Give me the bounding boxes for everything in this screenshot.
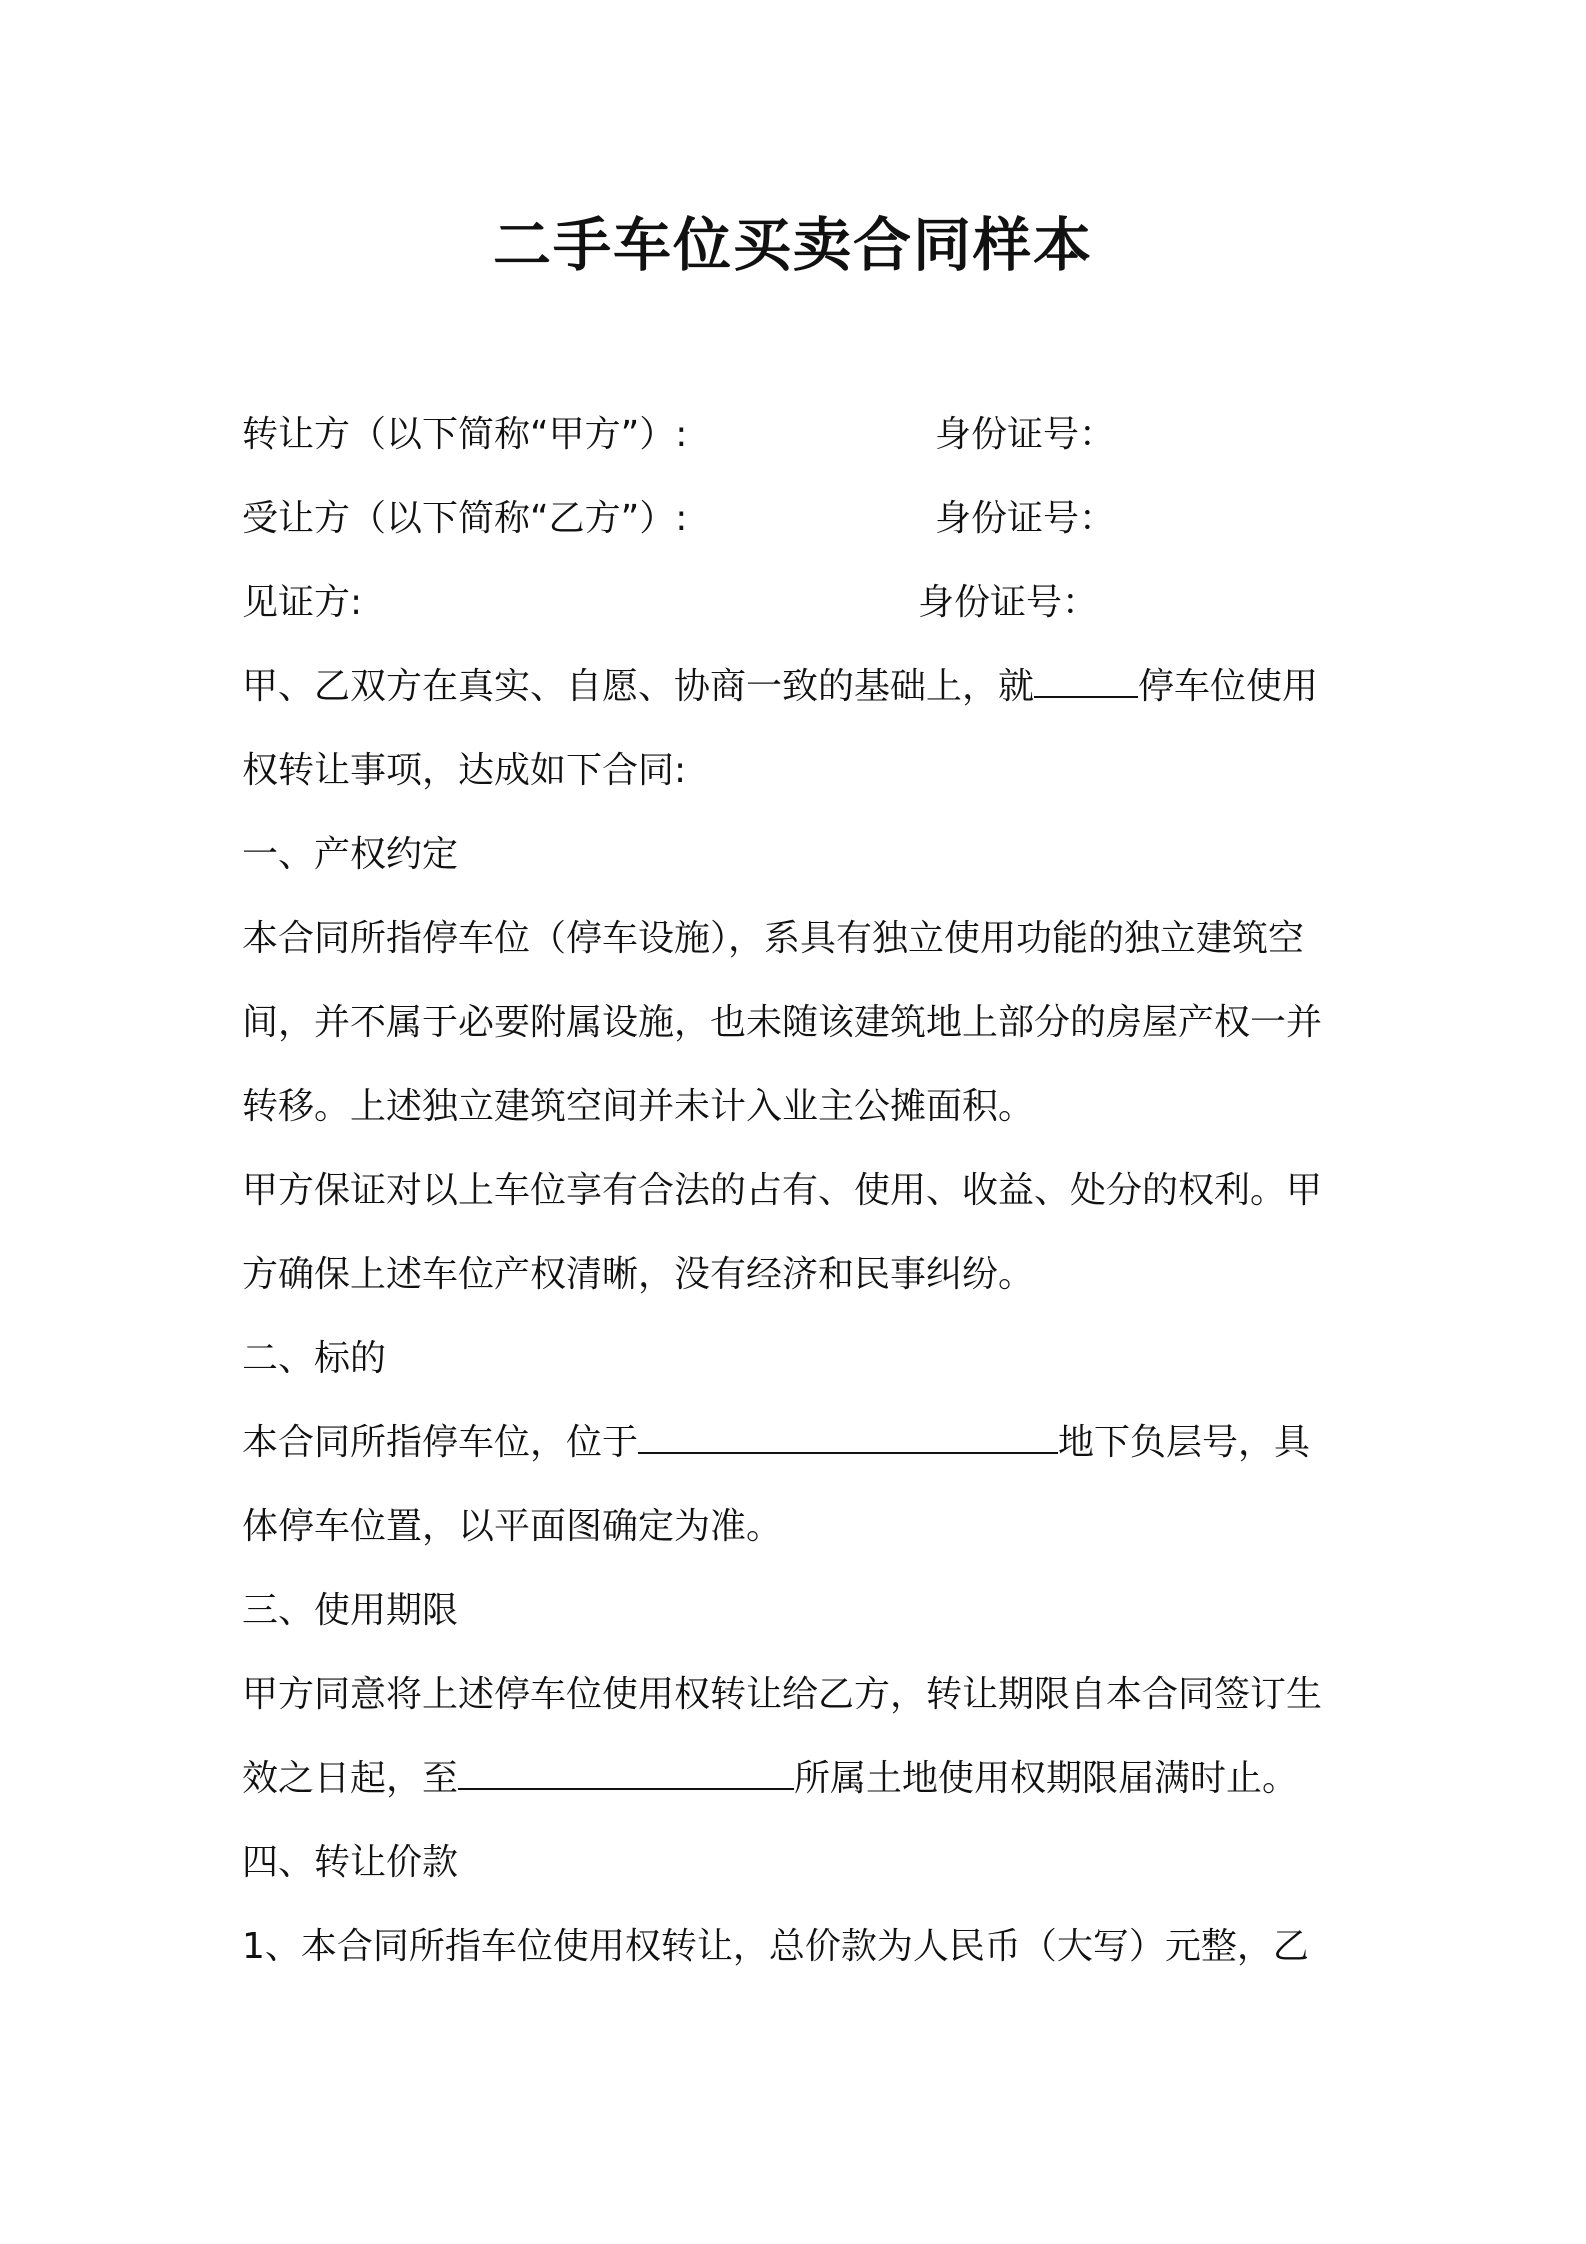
section-3-text-before-blank: 效之日起，至 [242,1758,459,1799]
section-2-text-before-blank: 本合同所指停车位，位于 [242,1422,639,1463]
section-4-line-1: 1、本合同所指车位使用权转让，总价款为人民币（大写）元整，乙 [242,1926,1309,1967]
section-3-text-after-blank: 所属土地使用权期限届满时止。 [794,1758,1299,1799]
intro-line-1 [242,662,1362,712]
parking-lot-blank [1034,666,1138,698]
section-3-line-1: 甲方同意将上述停车位使用权转让给乙方，转让期限自本合同签订生 [242,1674,1323,1715]
section-1-p2-line-1: 甲方保证对以上车位享有合法的占有、使用、收益、处分的权利。甲 [242,1170,1323,1211]
party-transferor-label: 转让方（以下简称“甲方”）: [242,414,688,455]
section-3-heading: 三、使用期限 [242,1590,459,1631]
section-2-line-2: 体停车位置，以平面图确定为准。 [242,1506,783,1547]
section-2-text-after-blank: 地下负层号，具 [1058,1422,1311,1463]
party-transferee-id-label: 身份证号： [935,498,1116,539]
location-blank [638,1422,1058,1454]
section-1-p1-line-3: 转移。上述独立建筑空间并未计入业主公摊面积。 [242,1086,1035,1127]
section-2-heading: 二、标的 [242,1338,387,1379]
party-transferor-id-label: 身份证号： [935,414,1116,455]
section-1-p1-line-1: 本合同所指停车位（停车设施），系具有独立使用功能的独立建筑空 [242,918,1305,959]
intro-text-after-blank: 停车位使用 [1138,666,1319,707]
section-1-heading: 一、产权约定 [242,834,459,875]
term-end-blank [458,1758,794,1790]
section-1-p2-line-2: 方确保上述车位产权清晰，没有经济和民事纠纷。 [242,1254,1035,1295]
intro-line-2: 权转让事项，达成如下合同: [242,750,687,791]
party-transferee-label: 受让方（以下简称“乙方”）: [242,498,688,539]
document-title: 二手车位买卖合同样本 [492,211,1093,279]
section-1-p1-line-2: 间，并不属于必要附属设施，也未随该建筑地上部分的房屋产权一并 [242,1002,1323,1043]
party-witness-id-label: 身份证号： [918,582,1099,623]
section-2-line-1 [242,1418,1362,1468]
party-witness-label: 见证方: [242,582,363,623]
intro-text-before-blank: 甲、乙双方在真实、自愿、协商一致的基础上，就 [242,666,1035,707]
section-3-line-2 [242,1754,1362,1804]
section-4-heading: 四、转让价款 [242,1842,459,1883]
